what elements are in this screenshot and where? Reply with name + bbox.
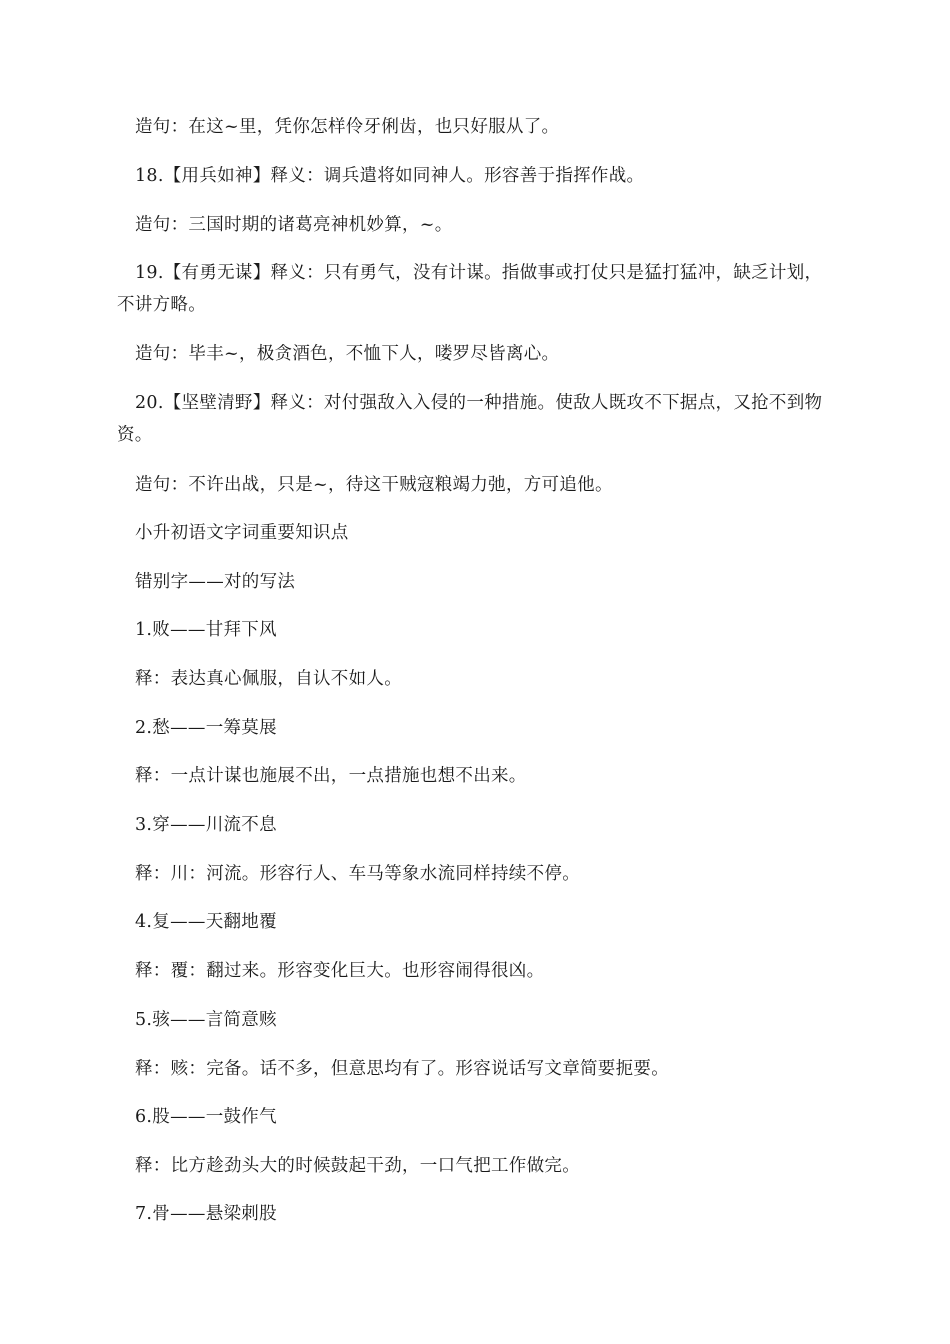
idiom-entry-18: 18.【用兵如神】释义：调兵遣将如同神人。形容善于指挥作战。 xyxy=(135,166,645,186)
typo-item-4: 4.复——天翻地覆 xyxy=(135,912,277,932)
typo-item-5: 5.骇——言简意赅 xyxy=(135,1010,277,1030)
typo-explanation-6: 释：比方趁劲头大的时候鼓起干劲，一口气把工作做完。 xyxy=(135,1156,580,1176)
example-sentence: 造句：毕丰~，极贪酒色，不恤下人，喽罗尽皆离心。 xyxy=(135,344,560,364)
typo-explanation-2: 释：一点计谋也施展不出，一点措施也想不出来。 xyxy=(135,766,527,786)
idiom-entry-19: 19.【有勇无谋】释义：只有勇气，没有计谋。指做事或打仗只是猛打猛冲，缺乏计划，不讲方略。 xyxy=(117,263,823,315)
typo-item-1: 1.败——甘拜下风 xyxy=(135,620,277,640)
example-sentence: 造句：在这~里，凭你怎样伶牙俐齿，也只好服从了。 xyxy=(135,117,560,137)
typo-explanation-3: 释：川：河流。形容行人、车马等象水流同样持续不停。 xyxy=(135,864,580,884)
example-sentence: 造句：不许出战，只是~，待这干贼寇粮竭力弛，方可追他。 xyxy=(135,475,613,495)
subsection-heading: 错别字——对的写法 xyxy=(135,572,296,592)
section-heading: 小升初语文字词重要知识点 xyxy=(135,523,349,543)
idiom-entry-20: 20.【坚壁清野】释义：对付强敌入入侵的一种措施。使敌人既攻不下据点，又抢不到物资。 xyxy=(117,393,823,445)
typo-explanation-1: 释：表达真心佩服，自认不如人。 xyxy=(135,669,402,689)
typo-item-2: 2.愁——一筹莫展 xyxy=(135,718,277,738)
typo-item-6: 6.股——一鼓作气 xyxy=(135,1107,277,1127)
typo-explanation-5: 释：赅：完备。话不多，但意思均有了。形容说话写文章简要扼要。 xyxy=(135,1059,669,1079)
example-sentence: 造句：三国时期的诸葛亮神机妙算，~。 xyxy=(135,215,453,235)
typo-item-7: 7.骨——悬梁刺股 xyxy=(135,1204,277,1224)
typo-item-3: 3.穿——川流不息 xyxy=(135,815,277,835)
typo-explanation-4: 释：覆：翻过来。形容变化巨大。也形容闹得很凶。 xyxy=(135,961,545,981)
